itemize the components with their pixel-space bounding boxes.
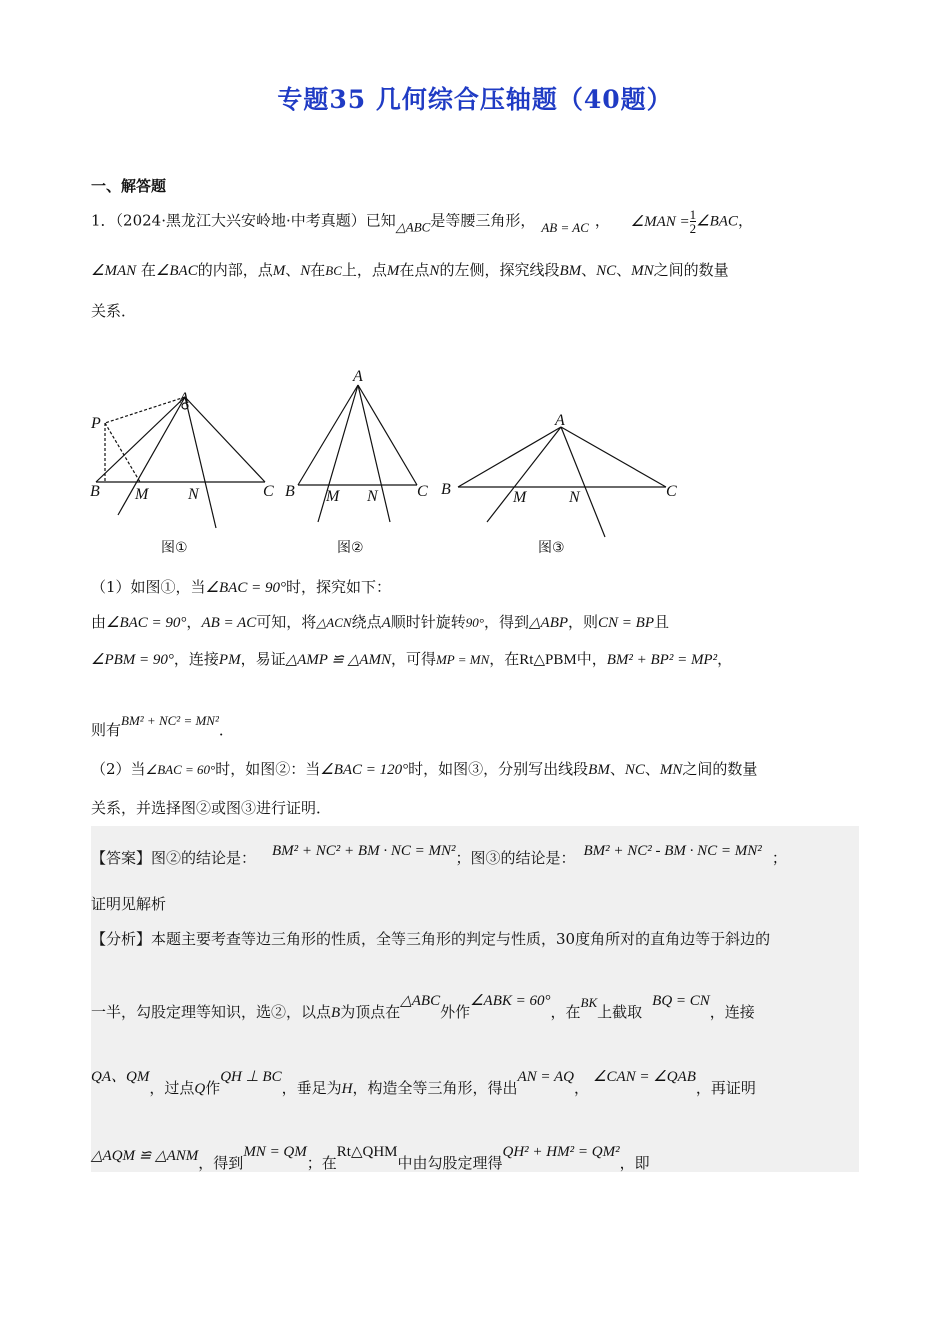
fig3-label-c: C (666, 483, 677, 500)
fig1-label-m: M (135, 486, 149, 503)
fig3-line-an (561, 427, 605, 537)
problem-line-2: ∠MAN 在∠BAC的内部，点M、N在BC上，点M在点N的左侧，探究线段BM、NC、MN之间的数量 (91, 261, 729, 279)
answer-line-2: 证明见解析 (91, 895, 167, 913)
problem-line-3: 关系． (91, 302, 137, 320)
fig1-label-p: P (91, 415, 101, 432)
fig3-line-am (487, 427, 561, 522)
fig1-label-c: C (263, 483, 274, 500)
fig2-caption: 图② (337, 540, 364, 556)
figure-3 (458, 427, 666, 537)
fig2-label-m: M (326, 488, 340, 505)
analysis-line-1: 【分析】本题主要考查等边三角形的性质，全等三角形的判定与性质，30度角所对的直角边等于斜边的 (91, 930, 771, 948)
fig2-label-c: C (417, 483, 428, 500)
fig1-side-ab (96, 397, 185, 482)
part1-line-1: （1）如图①，当∠BAC = 90°时，探究如下： (91, 578, 391, 596)
fig1-label-b: B (90, 483, 100, 500)
page-title: 专题35 几何综合压轴题（40题） (277, 85, 673, 114)
part1-line-3: ∠PBM = 90°，连接PM，易证△AMP ≌ △AMN，可得MP = MN，在Rt△PBM中，BM² + BP² = MP²， (91, 650, 733, 668)
fig2-label-a: A (353, 368, 363, 385)
fig1-side-ac (185, 397, 265, 482)
part2-line-2: 关系，并选择图②或图③进行证明． (91, 799, 332, 817)
fig2-label-n: N (367, 488, 378, 505)
fig1-line-am (118, 397, 185, 515)
fig3-caption: 图③ (538, 540, 565, 556)
fig3-label-n: N (569, 489, 580, 506)
fig2-label-b: B (285, 483, 295, 500)
fraction-one-half: $\frac{1}{2}$ (689, 207, 697, 236)
fig1-caption: 图① (161, 540, 188, 556)
figure-2 (298, 385, 417, 522)
fig2-side-ab (298, 385, 358, 485)
problem-line-1: 1．（2024·黑龙江大兴安岭地·中考真题）已知△ABC是等腰三角形， AB = AC ， ∠MAN = $\frac{1}{2}$ ∠BAC， (91, 207, 753, 236)
analysis-line-4: △AQM ≌ △ANM，得到MN = QM；在Rt△QHM中由勾股定理得QH² + HM² = QM²，即 (91, 1144, 650, 1172)
fig1-line-an (185, 397, 216, 528)
section-heading: 一、解答题 (91, 177, 167, 195)
analysis-line-3: QA、QM，过点Q作QH ⊥ BC，垂足为H，构造全等三角形，得出AN = AQ，∠CAN = ∠QAB，再证明 (91, 1069, 756, 1097)
fig1-label-n: N (188, 486, 199, 503)
part1-line-2: 由∠BAC = 90°，AB = AC可知，将△ACN绕点A顺时针旋转90°，得到△ABP，则CN = BP且 (91, 613, 670, 631)
fig3-side-ab (458, 427, 561, 487)
fig3-label-m: M (513, 489, 527, 506)
part2-line-1: （2）当∠BAC = 60°时，如图②：当∠BAC = 120°时，如图③，分别写出线段BM、NC、MN之间的数量 (91, 760, 758, 778)
fig2-side-ac (358, 385, 417, 485)
part1-line-4: 则有BM² + NC² = MN²． (91, 713, 234, 739)
figures (85, 360, 725, 570)
answer-line-1: 【答案】图②的结论是： BM² + NC² + BM · NC = MN²；图③的结论是： BM² + NC² - BM · NC = MN² ； (91, 843, 787, 867)
figure-1 (96, 397, 265, 528)
fig3-label-a: A (555, 412, 565, 429)
fig3-label-b: B (441, 481, 451, 498)
analysis-line-2: 一半，勾股定理等知识，选②，以点B为顶点在△ABC外作∠ABK = 60°，在BK上截取BQ = CN，连接 (91, 993, 755, 1021)
fig3-side-ac (561, 427, 666, 487)
fig1-line-pm (105, 423, 140, 482)
fig1-label-a: A (179, 390, 189, 407)
